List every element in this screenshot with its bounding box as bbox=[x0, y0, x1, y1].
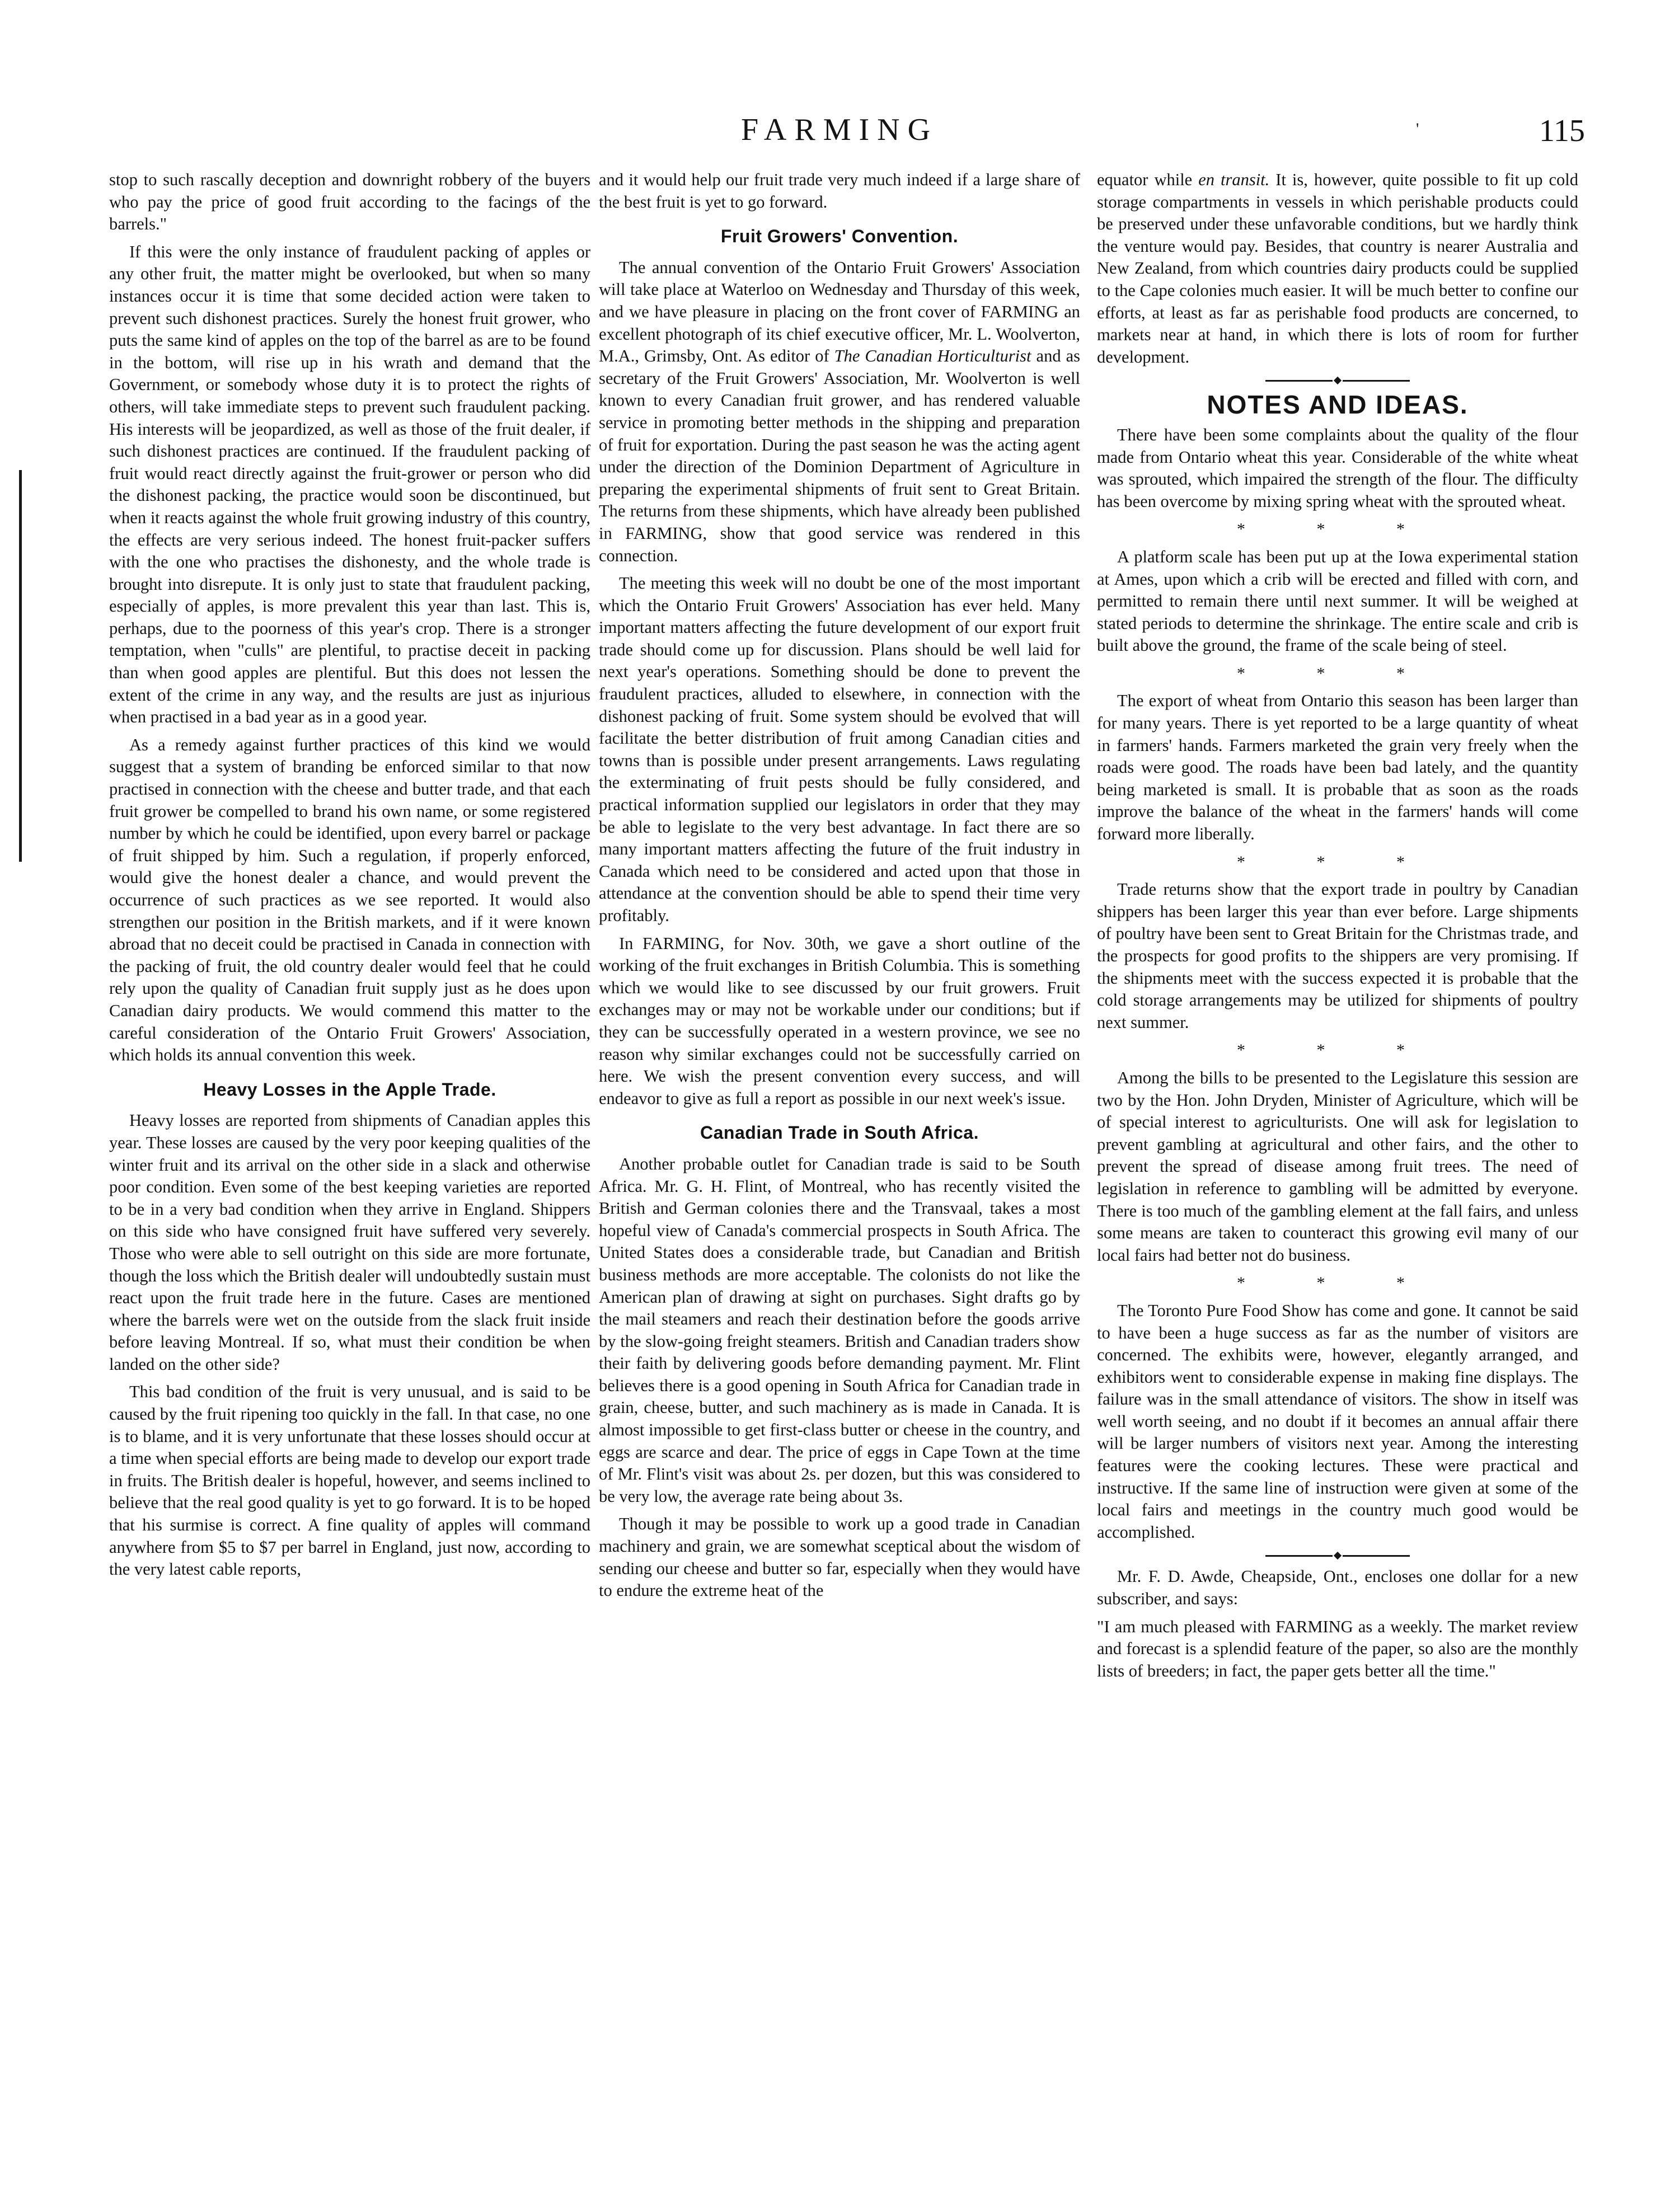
star-separator: * * * bbox=[1237, 1274, 1438, 1293]
heading-notes-and-ideas: NOTES AND IDEAS. bbox=[1207, 390, 1469, 420]
section-divider bbox=[1097, 377, 1578, 384]
note-item: The Toronto Pure Food Show has come and gone. It cannot be said to have been a huge success as far as the number of visitors are concerned. The exhibits were, however, elegantly arranged, and exhibitors went to considerable expense in making fine displays. The failure was in the small attendance of visitors. The show in itself was well worth seeing, and no doubt if it becomes an annual affair there will be larger numbers of visitors next year. Among the interesting features were the cooking lectures. These were practical and instructive. If the same line of instruction were given at some of the local fairs and meetings in the country much good would be accomplished. bbox=[1097, 1300, 1578, 1542]
paragraph: stop to such rascally deception and downright robbery of the buyers who pay the price of good fruit according to the facings of the barrels." bbox=[109, 170, 590, 234]
paragraph: The meeting this week will no doubt be one of the most important which the Ontario Fruit Growers' Association has ever held. Many important matters affecting the future development of our export fruit trade should come up for discussion. Plans should be well laid for next year's operations. Something should be done to prevent the fraudulent practices, alluded to elsewhere, in connection with the dishonest packing of fruit. Some system should be evolved that will facilitate the better distribution of fruit among Canadian cities and towns than is possible under present arrangements. Laws regulating the exterminating of fruit pests should be fully considered, and practical information supplied our legislators in order that they may be able to legislate to the very best advantage. In fact there are so many important matters affecting the future of the fruit industry in Canada which need to be considered and acted upon that those in attendance at the convention should be able to spend their time very profitably. bbox=[599, 574, 1080, 925]
paragraph: This bad condition of the fruit is very unusual, and is said to be caused by the fruit ripening too quickly in the fall. In that case, no one is to blame, and it is very unfortunate that these losses should occur at a time when special efforts are being made to develop our export trade in fruits. The British dealer is hopeful, however, and seems inclined to believe that the real good quality is yet to go forward. It is to be hoped that his surmise is correct. A fine quality of apples will command anywhere from $5 to $7 per barrel in England, just now, according to the very latest cable reports, bbox=[109, 1382, 590, 1579]
paragraph: equator while en transit. It is, however, quite possible to fit up cold storage compartments in vessels in which perishable products could be preserved under these unfavorable conditions, but we hardly think the venture would pay. Besides, that country is nearer Australia and New Zealand, from which countries dairy products could be supplied to the Cape colonies much easier. It will be much better to confine our efforts, at least as far as perishable food products are concerned, to markets near at hand, in which there is lots of room for further development. bbox=[1097, 170, 1579, 367]
star-separator: * * * bbox=[1237, 1041, 1438, 1060]
paragraph: If this were the only instance of fraudulent packing of apples or any other fruit, the matter might be overlooked, but when so many instances occur it is time that some decided action were taken to prevent such dishonest practices. Surely the honest fruit grower, who puts the same kind of apples on the top of the barrel as are to be found in the bottom, will rise up in his wrath and demand that the Government, or somebody whose duty it is to protect the rights of others, will take immediate steps to prevent such fraudulent packing. His interests will be jeopardized, as well as those of the fruit dealer, if such dishonest practices are continued. If the fraudulent packing of fruit would react directly against the fruit-grower or person who did the dishonest packing, the practice would soon be discontinued, but when it reacts against the whole fruit growing industry of this country, the effects are very serious indeed. The honest fruit-packer suffers with the one who practises the dishonesty, and the whole trade is brought into disrepute. It is only just to state that fraudulent packing, especially of apples, is more prevalent this year than last. This is, perhaps, due to the poorness of this year's crop. There is a stronger temptation, when "culls" are plentiful, to practise deceit in packing than when good apples are plentiful. But this does not lessen the extent of the crime in any way, and the results are just as injurious when practised in a bad year as in a good year. bbox=[109, 242, 590, 727]
heading-heavy-losses: Heavy Losses in the Apple Trade. bbox=[203, 1079, 496, 1100]
quoted-letter: "I am much pleased with FARMING as a weekly. The market review and forecast is a splendid feature of the paper, so also are the monthly lists of breeders; in fact, the paper gets better all the time." bbox=[1097, 1617, 1578, 1680]
note-item: Trade returns show that the export trade in poultry by Canadian shippers has been larger this year than ever before. Large shipments of poultry have been sent to Great Britain for the Christmas trade, and the prospects for good profits to the shippers are very promising. If the shipments meet with the success expected it is probable that the cold storage arrangements may be utilized for shipments of poultry next summer. bbox=[1097, 880, 1578, 1032]
note-item: Mr. F. D. Awde, Cheapside, Ont., encloses one dollar for a new subscriber, and says: bbox=[1097, 1567, 1578, 1609]
column-3 bbox=[1097, 169, 1578, 1688]
column-2 bbox=[599, 169, 1080, 1608]
note-item: The export of wheat from Ontario this season has been larger than for many years. There is yet reported to be a large quantity of wheat in farmers' hands. Farmers marketed the grain very freely when the roads were good. The roads have been bad lately, and the quantity being marketed is small. It is probable that as soon as the roads improve the balance of the wheat in the farmers' hands will come forward more liberally. bbox=[1097, 691, 1578, 844]
paragraph: Heavy losses are reported from shipments of Canadian apples this year. These losses are caused by the very poor keeping qualities of the winter fruit and its arrival on the other side in a slack and otherwise poor condition. Even some of the best keeping varieties are reported to be in a very bad condition when they arrive in England. Shippers on this side who have consigned fruit have suffered very severely. Those who were able to sell outright on this side are more fortunate, though the loss which the British dealer will undoubtedly sustain must react upon the fruit trade here in the future. Cases are mentioned where the barrels were wet on the outside from the slack fruit inside before leaving Montreal. If so, what must their condition be when landed on the other side? bbox=[109, 1111, 590, 1374]
heading-fruit-growers-convention: Fruit Growers' Convention. bbox=[720, 226, 959, 247]
publication-title: The Canadian Horticulturist bbox=[834, 346, 1031, 366]
paragraph: Another probable outlet for Canadian trade is said to be South Africa. Mr. G. H. Flint, of Montreal, who has recently visited the British and German colonies there and the Transvaal, takes a most hopeful view of Canada's commercial prospects in South Africa. The United States does a considerable trade, but Canadian and British business methods are more acceptable. The colonists do not like the American plan of drawing at sight on purchases. Sight drafts go by the mail steamers and reach their destination before the goods arrive by the slow-going freight steamers. British and Canadian traders show their faith by delivering goods before demanding payment. Mr. Flint believes there is a good opening in South Africa for Canadian trade in grain, cheese, butter, and such machinery as is made in Canada. It is almost impossible to get first-class butter or cheese in the country, and eggs are scarce and dear. The price of eggs in Cape Town at the time of Mr. Flint's visit was about 2s. per dozen, but this was considered to be very low, the average rate being about 3s. bbox=[599, 1154, 1080, 1506]
running-title: FARMING bbox=[740, 112, 939, 147]
page-header bbox=[0, 112, 1679, 157]
page-number: 115 bbox=[1539, 114, 1585, 148]
note-item: A platform scale has been put up at the Iowa experimental station at Ames, upon which a crib will be erected and filled with corn, and permitted to remain there until next summer. It will be weighed at stated periods to determine the shrinkage. The entire scale and crib is built above the ground, the frame of the scale being of steel. bbox=[1097, 547, 1578, 655]
paragraph: and it would help our fruit trade very much indeed if a large share of the best fruit is yet to go forward. bbox=[599, 170, 1080, 212]
note-item: Among the bills to be presented to the Legislature this session are two by the Hon. John Dryden, Minister of Agriculture, which will be of special interest to agriculturists. One will ask for legislation to prevent gambling at agricultural and other fairs, and the other to prevent the spread of disease among fruit trees. The need of legislation in reference to gambling will be admitted by everyone. There is too much of the gambling element at the fall fairs, and unless some means are taken to counteract this growing evil many of our local fairs had better not do business. bbox=[1097, 1068, 1578, 1265]
star-separator: * * * bbox=[1237, 520, 1438, 539]
heading-south-africa: Canadian Trade in South Africa. bbox=[700, 1123, 979, 1143]
margin-scan-mark bbox=[19, 470, 22, 862]
star-separator: * * * bbox=[1237, 852, 1438, 871]
section-divider bbox=[1097, 1552, 1578, 1559]
star-separator: * * * bbox=[1237, 664, 1438, 683]
paragraph: As a remedy against further practices of this kind we would suggest that a system of branding be enforced similar to that now practised in connection with the cheese and butter trade, and that each fruit grower be compelled to brand his own name, or some registered number by which he could be identified, upon every barrel or package of fruit shipped by him. Such a regulation, if properly enforced, would give the honest dealer a chance, and would prevent the occurrence of such practices as we see reported. It would also strengthen our position in the British markets, and if it were known abroad that no deceit could be practised in Canada in connection with the packing of fruit, the old country dealer would feel that he could rely upon the quality of Canadian fruit supply just as he does upon Canadian dairy products. We would commend this matter to the careful consideration of the Ontario Fruit Growers' Association, which holds its annual convention this week. bbox=[109, 735, 590, 1065]
paragraph: The annual convention of the Ontario Fruit Growers' Association will take place at Waterloo on Wednesday and Thursday of this week, and we have pleasure in placing on the front cover of FARMING an excellent photograph of its chief executive officer, Mr. L. Woolverton, M.A., Grimsby, Ont. As editor of The Canadian Horticulturist and as secretary of the Fruit Growers' Association, Mr. Woolverton is well known to every Canadian fruit grower, and has rendered valuable service in promoting better methods in the shipping and preparation of fruit for exportation. During the past season he was the acting agent under the direction of the Dominion Department of Agriculture in preparing the experimental shipments of fruit sent to Great Britain. The returns from these shipments, which have already been published in FARMING, show that good service was rendered in this connection. bbox=[599, 257, 1080, 565]
paragraph: Though it may be possible to work up a good trade in Canadian machinery and grain, we are somewhat sceptical about the wisdom of sending our cheese and butter so far, especially when they would have to endure the extreme heat of the bbox=[599, 1514, 1080, 1600]
header-mark: ' bbox=[1416, 120, 1419, 138]
paragraph: In FARMING, for Nov. 30th, we gave a short outline of the working of the fruit exchanges in British Columbia. This is something which we would like to see discussed by our fruit growers. Fruit exchanges may or may not be workable under our conditions; but if they can be successfully operated in a western province, we see no reason why similar exchanges could not be successfully carried on here. We wish the present convention every success, and will endeavor to give as full a report as possible in our next week's issue. bbox=[599, 933, 1080, 1108]
note-item: There have been some complaints about the quality of the flour made from Ontario wheat this year. Considerable of the white wheat was sprouted, which impaired the strength of the flour. The difficulty has been overcome by mixing spring wheat with the sprouted wheat. bbox=[1097, 425, 1578, 511]
column-1 bbox=[109, 169, 590, 1586]
